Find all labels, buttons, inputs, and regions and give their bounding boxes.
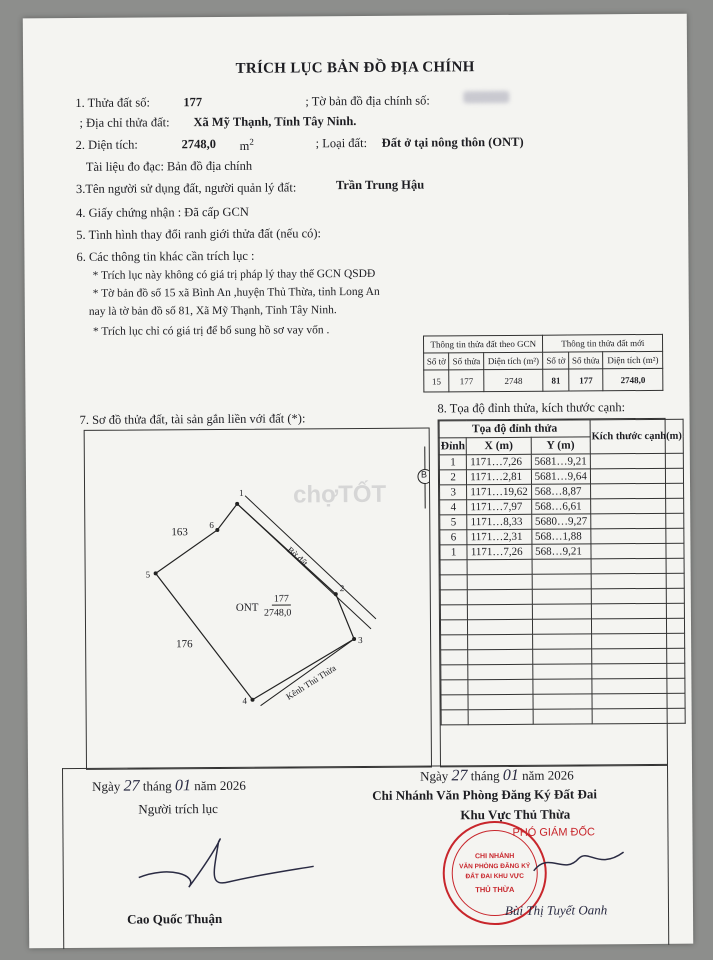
coordinate-cell	[440, 560, 467, 575]
table-row	[440, 528, 684, 545]
left-signer-role: Người trích lục	[138, 800, 218, 817]
coordinate-cell	[591, 513, 684, 529]
area-unit: $m^2$	[239, 136, 254, 153]
coordinate-cell	[468, 604, 532, 619]
gcn-group-new: Thông tin thửa đất mới	[543, 334, 663, 352]
coordinate-cell	[468, 634, 532, 649]
coordinate-cell	[591, 558, 684, 574]
note-line: nay là tờ bản đồ số 81, Xã Mỹ Thạnh, Tỉnh Tây Ninh.	[88, 304, 337, 318]
table-row	[441, 693, 685, 710]
coordinate-cell: 1171…19,62	[467, 484, 531, 499]
vertex-dot	[334, 592, 338, 596]
gcn-header: Số tờ	[543, 352, 569, 369]
vertex-dot	[154, 571, 158, 575]
coordinate-cell	[441, 680, 468, 695]
diagram-label: 7. Sơ đồ thửa đất, tài sản gắn liền với đất (*):	[79, 411, 306, 427]
edge-length-header: Kích thước cạnh(m)	[590, 419, 684, 454]
vertex-label: 2	[339, 583, 345, 594]
coordinate-cell: 1171…2,31	[467, 529, 531, 544]
table-row	[441, 633, 685, 650]
coordinate-cell: 1171…7,26	[467, 544, 531, 559]
coordinate-cell: 4	[440, 500, 467, 515]
right-signer-name: Bùi Thị Tuyết Oanh	[504, 902, 608, 918]
vertex-label: 4	[242, 695, 248, 706]
area-value: 2748,0	[181, 136, 217, 152]
coordinate-cell	[532, 649, 591, 664]
coordinate-cell	[468, 664, 532, 679]
gcn-header: Số thửa	[569, 352, 604, 369]
signer-title: PHÓ GIÁM ĐỐC	[512, 826, 596, 839]
document-page	[23, 14, 693, 949]
coordinate-cell: 3	[440, 485, 467, 500]
coordinate-cell	[591, 603, 684, 619]
note-line: * Tờ bản đồ số 15 xã Bình An ,huyện Thủ Thừa, tỉnh Long An	[92, 285, 380, 300]
coordinate-cell	[591, 498, 684, 514]
note-line: * Trích lục chỉ có giá trị để bổ sung hồ sơ vay vốn .	[92, 324, 330, 338]
coordinate-cell: 568…6,61	[531, 499, 590, 514]
coordinates-label: 8. Tọa độ đỉnh thửa, kích thước cạnh:	[437, 400, 626, 416]
table-row	[439, 468, 683, 485]
office-name-line2: Khu Vực Thủ Thừa	[460, 806, 571, 823]
table-row	[440, 573, 684, 590]
gcn-group-old: Thông tin thửa đất theo GCN	[423, 335, 543, 353]
coordinate-cell: 1171…2,81	[467, 469, 531, 484]
office-name-line1: Chi Nhánh Văn Phòng Đăng Ký Đất Đai	[372, 786, 598, 803]
coordinate-cell: 5	[440, 515, 467, 530]
coordinate-cell	[468, 619, 532, 634]
table-row	[441, 678, 685, 695]
coordinate-cell	[440, 590, 467, 605]
left-date: Ngày 27 tháng 01 năm 2026	[92, 777, 246, 795]
parcel-sketch	[85, 429, 431, 769]
redacted-sheet-number	[463, 91, 509, 103]
coordinate-cell	[591, 573, 684, 589]
coordinate-cell: 568…9,21	[532, 544, 591, 559]
coordinate-cell	[533, 679, 592, 694]
coordinate-cell	[592, 678, 685, 694]
gcn-header: Số tờ	[424, 353, 450, 370]
coordinate-cell	[468, 679, 532, 694]
gcn-table	[423, 334, 663, 393]
coordinate-cell	[591, 528, 684, 544]
neighbor-parcel-north: 163	[171, 526, 188, 539]
map-sheet-label: ; Tờ bản đồ địa chính số:	[305, 93, 430, 109]
parcel-number-fraction: 177	[272, 593, 291, 605]
coordinate-cell	[468, 649, 532, 664]
vertex-dot	[251, 698, 255, 702]
vertex-dot	[235, 502, 239, 506]
coordinate-header: Y (m)	[531, 437, 590, 454]
coordinate-cell	[532, 634, 591, 649]
coordinate-cell	[440, 620, 467, 635]
coordinate-cell	[468, 709, 532, 724]
table-row	[440, 543, 684, 560]
land-use-label: ; Loại đất:	[315, 135, 368, 151]
road-edge-line	[245, 495, 376, 620]
land-use-value: Đất ở tại nông thôn (ONT)	[381, 134, 524, 150]
left-signature	[128, 826, 319, 907]
road-edge-label: Bờ đất	[285, 544, 310, 569]
watermark: chợTỐT	[293, 480, 387, 509]
neighbor-parcel-west: 176	[176, 638, 193, 651]
coordinate-cell	[591, 543, 684, 559]
coordinate-cell	[592, 663, 685, 679]
coordinate-cell	[441, 695, 468, 710]
owner-value: Trần Trung Hậu	[335, 177, 425, 193]
boundary-change-info: 5. Tình hình thay đổi ranh giới thửa đất (nếu có):	[76, 226, 322, 242]
coordinate-header: Đỉnh	[439, 438, 466, 455]
coordinate-cell	[532, 574, 591, 589]
north-marker-label: B	[420, 469, 428, 480]
gcn-cell: 2748	[484, 369, 544, 391]
gcn-header: Diện tích (m²)	[603, 351, 663, 368]
coordinate-cell	[467, 559, 531, 574]
coordinate-cell	[592, 693, 685, 709]
coordinate-cell	[440, 605, 467, 620]
coordinate-cell	[590, 483, 683, 499]
right-date: Ngày 27 tháng 01 năm 2026	[420, 766, 574, 785]
coordinate-cell	[532, 589, 591, 604]
coordinate-cell: 568…8,87	[531, 484, 590, 499]
parcel-number-label: 1. Thửa đất số:	[75, 95, 150, 110]
gcn-header: Số thửa	[449, 353, 484, 370]
coordinate-header: X (m)	[466, 437, 530, 454]
coordinate-cell	[468, 694, 532, 709]
gcn-cell: 15	[424, 370, 450, 392]
coordinate-cell	[533, 709, 592, 724]
coordinate-cell	[532, 559, 591, 574]
stamp-line2: VĂN PHÒNG ĐĂNG KÝ	[459, 862, 531, 871]
gcn-cell: 177	[449, 370, 484, 392]
coordinate-cell	[591, 618, 684, 634]
table-row	[440, 558, 684, 575]
gcn-cell: 2748,0	[603, 368, 663, 390]
coordinate-cell	[591, 633, 684, 649]
coordinate-cell: 5681…9,64	[531, 469, 590, 484]
vertex-dot	[352, 637, 356, 641]
vertex-label: 6	[209, 520, 214, 531]
coordinate-cell	[441, 710, 468, 725]
parcel-number-value: 177	[183, 95, 203, 110]
certificate-info: 4. Giấy chứng nhận : Đã cấp GCN	[76, 204, 249, 220]
coordinate-cell	[441, 635, 468, 650]
address-value: Xã Mỹ Thạnh, Tỉnh Tây Ninh.	[193, 114, 357, 130]
coordinate-cell: 6	[440, 530, 467, 545]
parcel-code: ONT	[235, 601, 259, 614]
coordinate-cell	[592, 708, 685, 724]
survey-document: Tài liệu đo đạc: Bản đồ địa chính	[85, 158, 253, 174]
note-line: * Trích lục này không có giá trị pháp lý thay thế GCN QSDĐ	[92, 267, 376, 282]
right-signature	[529, 840, 629, 881]
coordinate-cell: 1	[440, 545, 467, 560]
table-row	[441, 663, 685, 680]
coordinate-cell: 5680…9,27	[531, 514, 590, 529]
vertex-label: 1	[239, 487, 244, 498]
stamp-line3: ĐẤT ĐAI KHU VỰC	[465, 872, 525, 881]
table-row	[440, 498, 684, 515]
stamp-line1: CHI NHÁNH	[474, 852, 515, 861]
parcel-diagram	[84, 427, 432, 769]
coordinate-cell	[441, 650, 468, 665]
coordinate-cell	[440, 575, 467, 590]
coordinate-cell: 568…1,88	[531, 529, 590, 544]
coordinate-cell	[590, 468, 683, 484]
coordinate-cell: 5681…9,21	[531, 454, 590, 469]
gcn-header: Diện tích (m²)	[484, 352, 544, 369]
address-label: ; Địa chỉ thửa đất:	[79, 115, 170, 130]
gcn-cell: 177	[569, 369, 604, 391]
table-row	[440, 483, 684, 500]
canal-edge-label: Kênh Thủ Thừa	[284, 662, 338, 702]
coordinate-cell	[532, 619, 591, 634]
table-row	[440, 603, 684, 620]
owner-label: 3.Tên người sử dụng đất, người quản lý đất:	[75, 180, 297, 196]
document-title: TRÍCH LỤC BẢN ĐỒ ĐỊA CHÍNH	[235, 59, 475, 77]
coordinate-panel	[438, 418, 682, 768]
vertex-label: 3	[358, 634, 363, 646]
table-row	[439, 453, 683, 470]
table-row	[440, 618, 684, 635]
gcn-cell: 81	[543, 369, 569, 391]
parcel-area-fraction: 2748,0	[263, 607, 292, 619]
coordinate-cell: 1171…7,26	[467, 454, 531, 469]
coordinate-cell: 1171…7,97	[467, 499, 531, 514]
vertex-label: 5	[145, 569, 151, 580]
table-row	[441, 648, 685, 665]
canal-edge-line	[260, 639, 354, 706]
coordinate-cell	[441, 665, 468, 680]
coordinate-cell	[532, 604, 591, 619]
coordinate-cell	[533, 694, 592, 709]
coordinate-cell	[468, 589, 532, 604]
coordinate-cell	[467, 574, 531, 589]
area-label: 2. Diện tích:	[75, 137, 138, 152]
left-signer-name: Cao Quốc Thuận	[127, 910, 223, 927]
coordinate-group-header: Tọa độ đỉnh thửa	[439, 420, 590, 438]
coordinate-cell	[590, 453, 683, 469]
table-row	[440, 513, 684, 530]
coordinate-cell	[532, 664, 591, 679]
coordinate-cell	[591, 588, 684, 604]
stamp-line4: THỦ THỪA	[475, 884, 515, 895]
coordinate-cell: 2	[439, 470, 466, 485]
table-row	[440, 588, 684, 605]
vertex-dot	[215, 528, 219, 532]
coordinate-cell: 1171…8,33	[467, 514, 531, 529]
coordinate-table	[439, 419, 686, 726]
table-row	[441, 708, 685, 725]
coordinate-cell	[592, 648, 685, 664]
other-info-label: 6. Các thông tin khác cần trích lục :	[76, 248, 255, 264]
coordinate-cell: 1	[439, 455, 466, 470]
